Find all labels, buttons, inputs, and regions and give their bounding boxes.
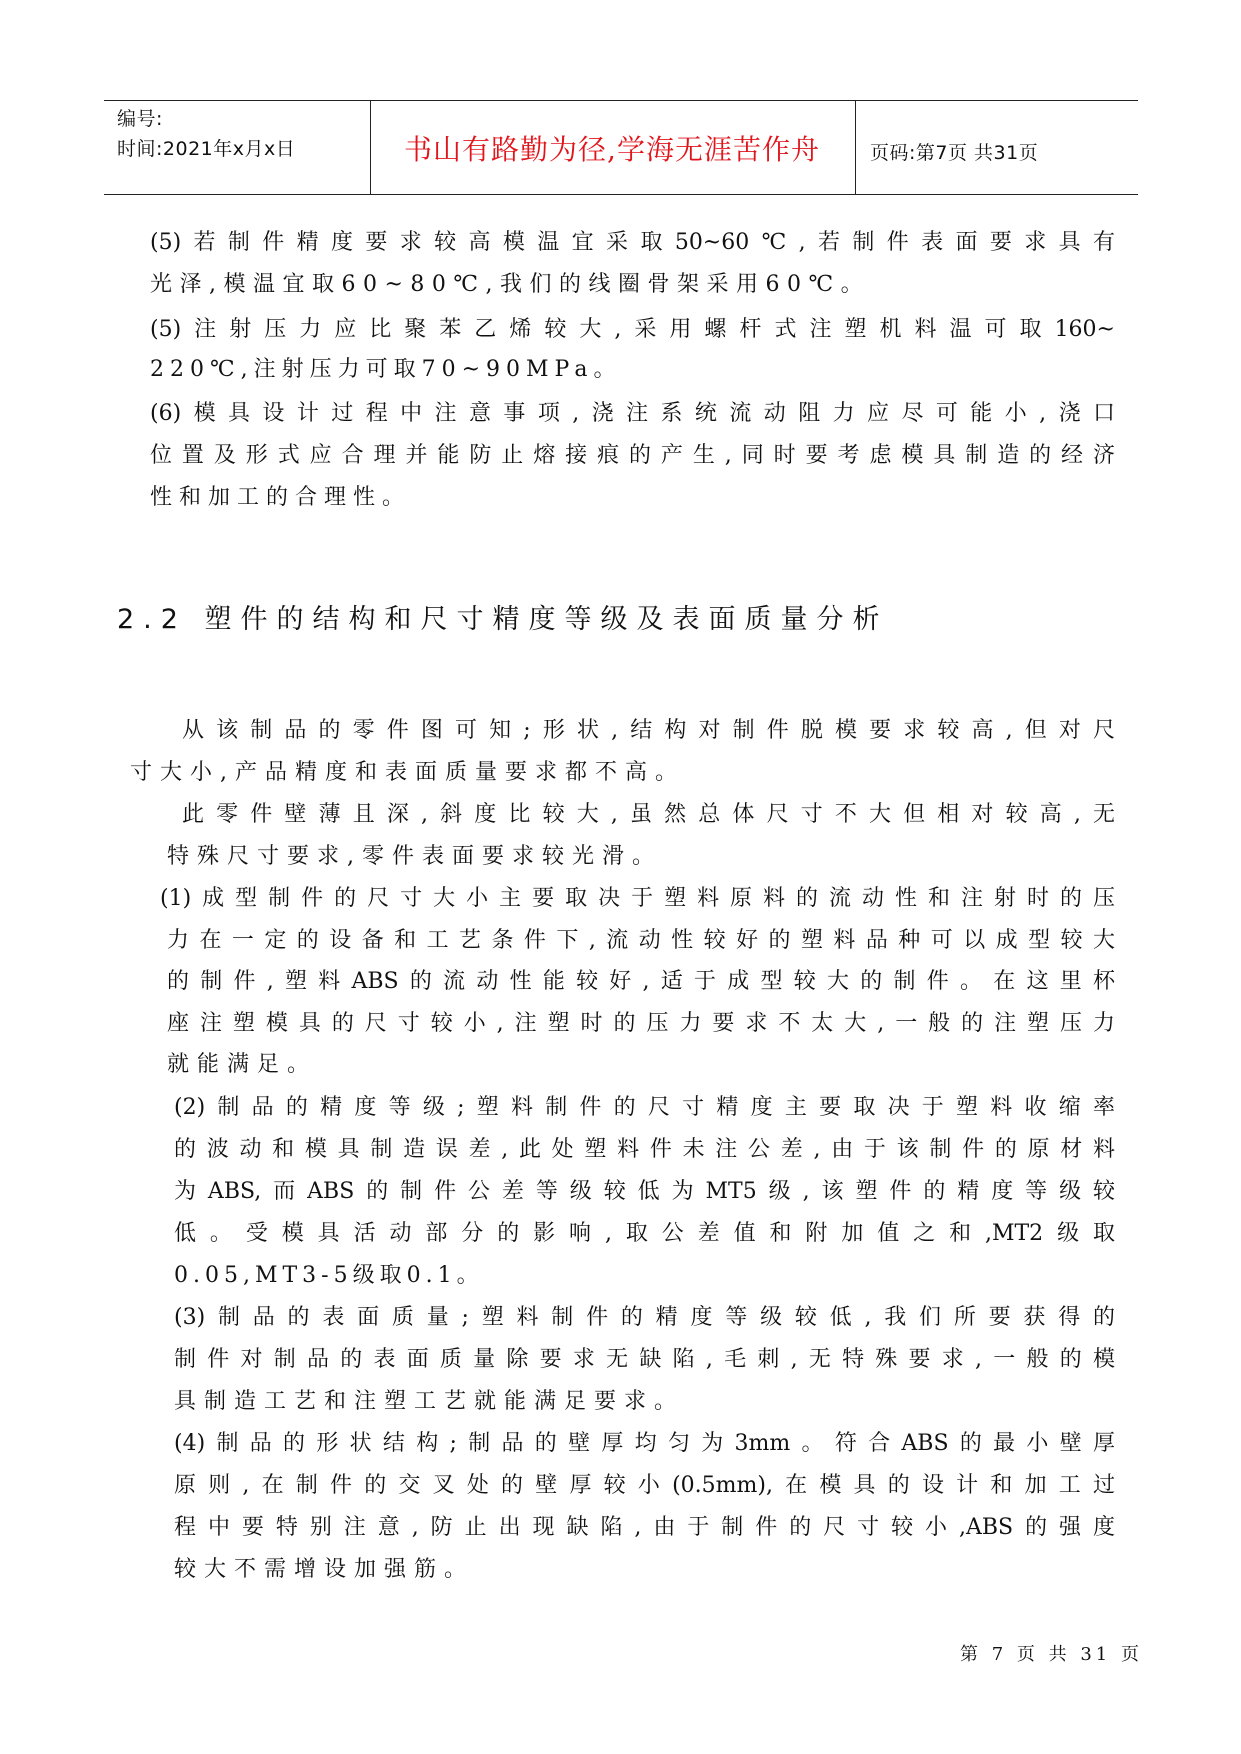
section-line: 从该制品的零件图可知;形状,结构对制件脱模要求较高,但对尺 xyxy=(182,718,1115,743)
section-line: 原则,在制件的交叉处的壁厚较小(0.5mm),在模具的设计和加工过 xyxy=(174,1473,1115,1498)
section-line: 较大不需增设加强筋。 xyxy=(174,1557,475,1582)
body-line: (6)模具设计过程中注意事项,浇注系统流动阻力应尽可能小,浇口 xyxy=(150,401,1115,426)
section-line: 的制件,塑料ABS的流动性能较好,适于成型较大的制件。在这里杯 xyxy=(167,969,1115,994)
section-line: 此零件壁薄且深,斜度比较大,虽然总体尺寸不大但相对较高,无 xyxy=(182,802,1115,827)
section-line: (4)制品的形状结构;制品的壁厚均匀为3mm。符合ABS的最小壁厚 xyxy=(174,1431,1115,1456)
body-line: 位置及形式应合理并能防止熔接痕的产生,同时要考虑模具制造的经济 xyxy=(150,443,1115,468)
section-line: (1)成型制件的尺寸大小主要取决于塑料原料的流动性和注射时的压 xyxy=(160,886,1115,911)
section-heading: 2.2 塑件的结构和尺寸精度等级及表面质量分析 xyxy=(117,604,889,635)
header-top-rule xyxy=(104,100,1138,101)
body-line: 220℃,注射压力可取70~90MPa。 xyxy=(150,357,622,382)
section-line: 座注塑模具的尺寸较小,注塑时的压力要求不太大,一般的注塑压力 xyxy=(167,1011,1115,1036)
section-line: 寸大小,产品精度和表面质量要求都不高。 xyxy=(130,760,685,785)
section-line: 程中要特别注意,防止出现缺陷,由于制件的尺寸较小,ABS的强度 xyxy=(174,1515,1115,1540)
header-number-label: 编号: xyxy=(117,108,163,130)
body-line: (5)若制件精度要求较高模温宜采取50~60℃,若制件表面要求具有 xyxy=(150,230,1115,255)
header-motto: 书山有路勤为径,学海无涯苦作舟 xyxy=(404,133,820,166)
body-line: 性和加工的合理性。 xyxy=(150,485,412,510)
header-page-code: 页码:第7页 共31页 xyxy=(870,142,1039,164)
section-line: 的波动和模具制造误差,此处塑料件未注公差,由于该制件的原材料 xyxy=(174,1137,1115,1162)
section-line: 0.05,MT3-5级取0.1。 xyxy=(174,1263,484,1288)
section-line: (2)制品的精度等级;塑料制件的尺寸精度主要取决于塑料收缩率 xyxy=(174,1095,1115,1120)
header-bottom-rule xyxy=(104,194,1138,195)
section-line: 制件对制品的表面质量除要求无缺陷,毛刺,无特殊要求,一般的模 xyxy=(174,1347,1115,1372)
section-line: 低。受模具活动部分的影响,取公差值和附加值之和,MT2级取 xyxy=(174,1221,1115,1246)
section-line: (3)制品的表面质量;塑料制件的精度等级较低,我们所要获得的 xyxy=(174,1305,1115,1330)
header-divider-left xyxy=(370,100,371,195)
body-line: (5)注射压力应比聚苯乙烯较大,采用螺杆式注塑机料温可取160~ xyxy=(150,317,1115,342)
section-line: 为ABS,而ABS的制件公差等级较低为MT5级,该塑件的精度等级较 xyxy=(174,1179,1115,1204)
section-line: 就能满足。 xyxy=(167,1052,318,1077)
header-time-label: 时间:2021年x月x日 xyxy=(117,138,296,160)
page-footer: 第 7 页 共 31 页 xyxy=(960,1644,1143,1665)
header-divider-right xyxy=(855,100,856,195)
section-line: 具制造工艺和注塑工艺就能满足要求。 xyxy=(174,1389,685,1414)
body-line: 光泽,模温宜取60~80℃,我们的线圈骨架采用60℃。 xyxy=(150,272,871,297)
section-line: 力在一定的设备和工艺条件下,流动性较好的塑料品种可以成型较大 xyxy=(167,928,1115,953)
section-line: 特殊尺寸要求,零件表面要求较光滑。 xyxy=(167,844,662,869)
